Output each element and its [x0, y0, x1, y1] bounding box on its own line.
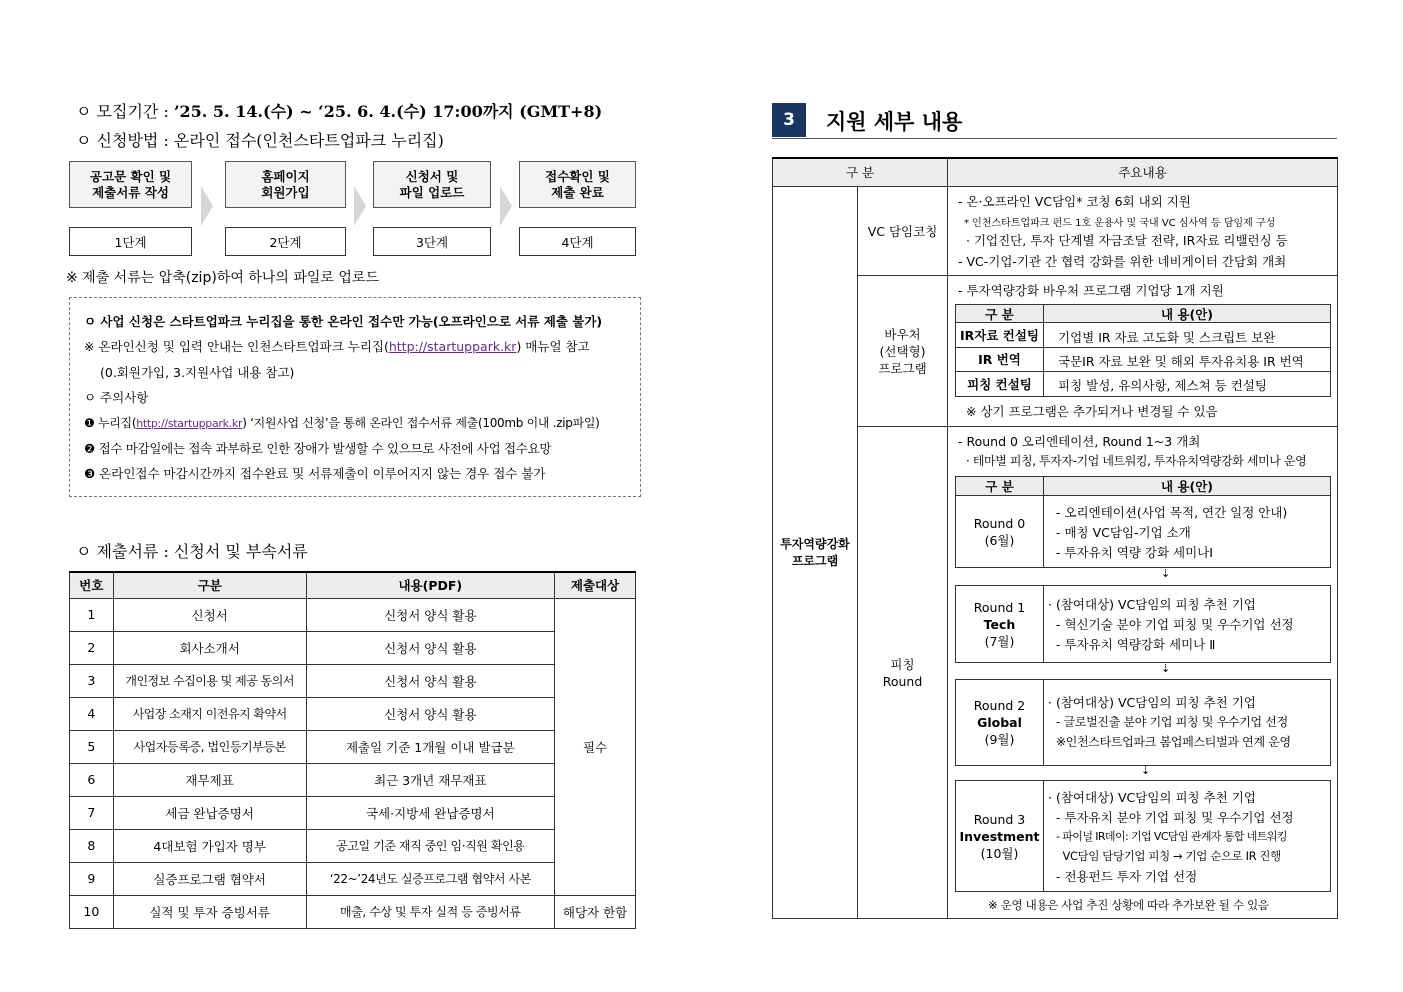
row-category: 재무제표: [113, 763, 306, 796]
notice-manual: [84, 337, 590, 355]
recruit-period-value: ’25. 5. 14.(수) ~ ‘25. 6. 4.(수) 17:00까지 (GMT+8): [173, 102, 603, 121]
round-2-line: · (참여대상) VC담임의 피칭 추천 기업: [1048, 695, 1256, 710]
section-number: 3: [772, 103, 806, 137]
row-category: 사업장 소재지 이전유지 확약서: [113, 697, 306, 730]
row-content: ‘22~’24년도 실증프로그램 협약서 사본: [306, 862, 555, 895]
notice-online-only: ㅇ 사업 신청은 스타트업파크 누리집을 통한 온라인 접수만 가능(오프라인으로 서류 제출 불가): [84, 314, 603, 329]
step-4-label: 4단계: [519, 227, 636, 256]
step-4-box: 접수확인 및 제출 완료: [519, 161, 636, 208]
table-row: [70, 829, 636, 862]
row-category: 개인정보 수집이용 및 제공 동의서: [113, 664, 306, 697]
notice-caution-1-text-end: ) ‘지원사업 신청’을 통해 온라인 접수서류 제출(100mb 이내 .zip파일): [242, 416, 600, 430]
round-0-line: - 투자유치 역량 강화 세미나Ⅰ: [1056, 545, 1213, 560]
round-3-sub: Investment: [959, 828, 1040, 844]
round-0-label: [956, 496, 1043, 567]
table-row: [70, 598, 636, 631]
row-no: 10: [70, 895, 114, 928]
section-rule: [772, 138, 1337, 139]
table-row: [70, 763, 636, 796]
vc-line-3: · 기업진단, 투자 단계별 자금조달 전략, IR자료 리밸런싱 등: [966, 233, 1288, 248]
step-arrow-icon: [500, 186, 512, 226]
row-category: 실증프로그램 협약서: [113, 862, 306, 895]
voucher-item-desc: 피칭 발성, 유의사항, 제스쳐 등 컨설팅: [1058, 378, 1267, 393]
round-1-name: Round 1: [973, 599, 1026, 615]
voucher-item-name: 피칭 컨설팅: [967, 376, 1032, 392]
notice-box: [69, 297, 641, 497]
round-3-line: - 파이널 IR데이: 기업 VC담임 관계자 통합 네트워킹: [1056, 830, 1287, 843]
round-2-month: (9월): [984, 732, 1015, 747]
row-no: 4: [70, 697, 114, 730]
step-2-label: 2단계: [225, 227, 346, 256]
down-arrow-icon: ⇣: [1161, 662, 1171, 675]
pitching-footer-note: ※ 운영 내용은 사업 추진 상황에 따라 추가보완 될 수 있음: [988, 898, 1269, 912]
row-category: 세금 완납증명서: [113, 796, 306, 829]
row-category: 사업자등록증, 법인등기부등본: [113, 730, 306, 763]
table-row: [70, 697, 636, 730]
row-no: 3: [70, 664, 114, 697]
pitching-name: 피칭 Round: [882, 656, 923, 689]
round-0-month: (6월): [984, 532, 1015, 548]
round-col-divider: [1043, 680, 1044, 765]
round-2-name: Round 2: [973, 698, 1026, 713]
voucher-line-1: - 투자역량강화 바우처 프로그램 기업당 1개 지원: [958, 283, 1224, 298]
row-content: 공고일 기준 재직 중인 임·직원 확인용: [306, 829, 555, 862]
row-no: 7: [70, 796, 114, 829]
round-2-sub: Global: [977, 715, 1022, 730]
row-no: 1: [70, 598, 114, 631]
rounds-col-category: 구 분: [985, 478, 1014, 494]
row-content: 신청서 양식 활용: [306, 631, 555, 664]
rounds-col-content: 내 용(안): [1160, 478, 1213, 494]
round-3-label: [956, 781, 1043, 891]
row-category: 회사소개서: [113, 631, 306, 664]
step-1-label: 1단계: [69, 227, 192, 256]
program-name: 투자역량강화 프로그램: [780, 536, 850, 568]
table-row: [70, 664, 636, 697]
vc-name: VC 담임코칭: [867, 223, 938, 239]
notice-caution-2: ❷ 접수 마감일에는 접속 과부하로 인한 장애가 발생할 수 있으므로 사전에 사업 접수요망: [84, 441, 552, 456]
vc-line-2: * 인천스타트업파크 펀드 1호 운용사 및 국내 VC 심사역 등 담임제 구성: [964, 218, 1276, 229]
recruit-period: [76, 99, 602, 122]
voucher-item-name: IR자료 컨설팅: [959, 328, 1039, 343]
step-3-label: 3단계: [373, 227, 491, 256]
notice-caution-1: [84, 414, 600, 431]
row-content: 신청서 양식 활용: [306, 598, 555, 631]
notice-caution-title: ㅇ 주의사항: [84, 390, 149, 405]
table-row: [70, 862, 636, 895]
round-2-label: [956, 680, 1043, 765]
header-content: 주요내용: [1118, 164, 1167, 180]
voucher-item-desc: 기업별 IR 자료 고도화 및 스크립트 보완: [1058, 330, 1276, 345]
docs-heading: ㅇ 제출서류 : 신청서 및 부속서류: [76, 542, 308, 561]
step-arrow-icon: [201, 186, 213, 226]
row-content: 제출일 기준 1개월 이내 발급분: [306, 730, 555, 763]
pitching-line-1: - Round 0 오리엔테이션, Round 1~3 개최: [958, 434, 1201, 449]
round-3-month: (10월): [980, 845, 1019, 861]
round-3-line: - 전용펀드 투자 기업 선정: [1056, 869, 1198, 884]
notice-manual-text: ※ 온라인신청 및 입력 안내는 인천스타트업파크 누리집(: [84, 339, 389, 354]
zip-note: ※ 제출 서류는 압축(zip)하여 하나의 파일로 업로드: [66, 270, 379, 286]
down-arrow-icon: ⇣: [1161, 567, 1171, 580]
row-content: 국세·지방세 완납증명서: [306, 796, 555, 829]
header-category: 구 분: [845, 164, 875, 180]
step-arrow-icon: [354, 186, 366, 226]
round-3-name: Round 3: [973, 811, 1026, 827]
row-content: 최근 3개년 재무재표: [306, 763, 555, 796]
notice-caution-1-text: ❶ 누리집(: [84, 416, 137, 430]
voucher-item-name: IR 번역: [978, 352, 1021, 367]
round-1-label: [956, 586, 1043, 662]
row-content: 신청서 양식 활용: [306, 664, 555, 697]
step-1-box: 공고문 확인 및 제출서류 작성: [69, 161, 192, 208]
col-header-content: 내용(PDF): [306, 572, 555, 598]
voucher-name: 바우처 (선택형) 프로그램: [878, 326, 927, 376]
notice-manual-ref: (0.회원가입, 3.지원사업 내용 참고): [100, 365, 295, 380]
startuppark-link-2[interactable]: http://startuppark.kr: [136, 417, 243, 430]
row-no: 9: [70, 862, 114, 895]
vc-line-4: - VC-기업-기관 간 협력 강화를 위한 네비게이터 간담회 개최: [958, 254, 1287, 269]
startuppark-link[interactable]: http://startuppark.kr: [388, 339, 517, 354]
table-row: [70, 631, 636, 664]
step-3-box: 신청서 및 파일 업로드: [373, 161, 491, 208]
voucher-note: ※ 상기 프로그램은 추가되거나 변경될 수 있음: [966, 404, 1218, 419]
voucher-item-desc: 국문IR 자료 보완 및 해외 투자유치용 IR 번역: [1058, 354, 1304, 369]
col-header-category: 구분: [113, 572, 306, 598]
notice-manual-text-end: ) 매뉴얼 참고: [516, 339, 590, 354]
round-1-line: - 투자유치 역량강화 세미나 Ⅱ: [1056, 637, 1216, 652]
round-1-line: · (참여대상) VC담임의 피칭 추천 기업: [1048, 597, 1256, 612]
row-target-applicable: 해당자 한함: [555, 895, 636, 928]
round-3-line: VC담임 담당기업 피칭 → 기업 순으로 IR 진행: [1056, 849, 1281, 863]
row-category: 신청서: [113, 598, 306, 631]
row-no: 8: [70, 829, 114, 862]
round-1-line: - 혁신기술 분야 기업 피칭 및 우수기업 선정: [1056, 617, 1294, 632]
table-row: [70, 796, 636, 829]
table-row: [70, 895, 636, 928]
row-no: 2: [70, 631, 114, 664]
row-category: 실적 및 투자 증빙서류: [113, 895, 306, 928]
table-row: [70, 730, 636, 763]
down-arrow-icon: ⇣: [1141, 764, 1151, 777]
round-0-line: - 매칭 VC담임-기업 소개: [1056, 525, 1191, 540]
round-2-line: ※인천스타트업파크 봄업페스티벌과 연계 운영: [1056, 735, 1291, 749]
round-3-line: · (참여대상) VC담임의 피칭 추천 기업: [1048, 790, 1256, 805]
round-0-name: Round 0: [973, 515, 1026, 531]
col-header-target: 제출대상: [555, 572, 636, 598]
documents-table: [69, 571, 636, 929]
round-1-month: (7월): [984, 633, 1015, 649]
col-header-no: 번호: [70, 572, 114, 598]
section-title: 지원 세부 내용: [826, 110, 963, 134]
round-0-line: - 오리엔테이션(사업 목적, 연간 일정 안내): [1056, 505, 1288, 520]
round-col-divider: [1043, 586, 1044, 662]
step-2-box: 홈페이지 회원가입: [225, 161, 346, 208]
vc-line-1: - 온·오프라인 VC담임* 코칭 6회 내외 지원: [958, 194, 1191, 209]
round-col-divider: [1043, 496, 1044, 567]
row-content: 신청서 양식 활용: [306, 697, 555, 730]
voucher-col-content: 내 용(안): [1160, 306, 1213, 322]
recruit-period-label: ㅇ 모집기간 :: [76, 102, 174, 121]
voucher-col-category: 구 분: [985, 306, 1014, 322]
notice-caution-3: ❸ 온라인접수 마감시간까지 접수완료 및 서류제출이 이루어지지 않는 경우 접수 불가: [84, 466, 546, 481]
row-target-required: 필수: [555, 598, 636, 895]
row-no: 6: [70, 763, 114, 796]
pitching-line-2: · 테마별 피칭, 투자자-기업 네트워킹, 투자유치역량강화 세미나 운영: [966, 454, 1307, 468]
round-col-divider: [1043, 781, 1044, 891]
apply-method: ㅇ 신청방법 : 온라인 접수(인천스타트업파크 누리집): [76, 131, 444, 150]
round-3-line: - 투자유치 분야 기업 피칭 및 우수기업 선정: [1056, 810, 1294, 825]
row-no: 5: [70, 730, 114, 763]
round-1-sub: Tech: [983, 616, 1016, 632]
row-content: 매출, 수상 및 투자 실적 등 증빙서류: [306, 895, 555, 928]
round-2-line: - 글로벌진출 분야 기업 피칭 및 우수기업 선정: [1056, 715, 1288, 729]
row-category: 4대보험 가입자 명부: [113, 829, 306, 862]
